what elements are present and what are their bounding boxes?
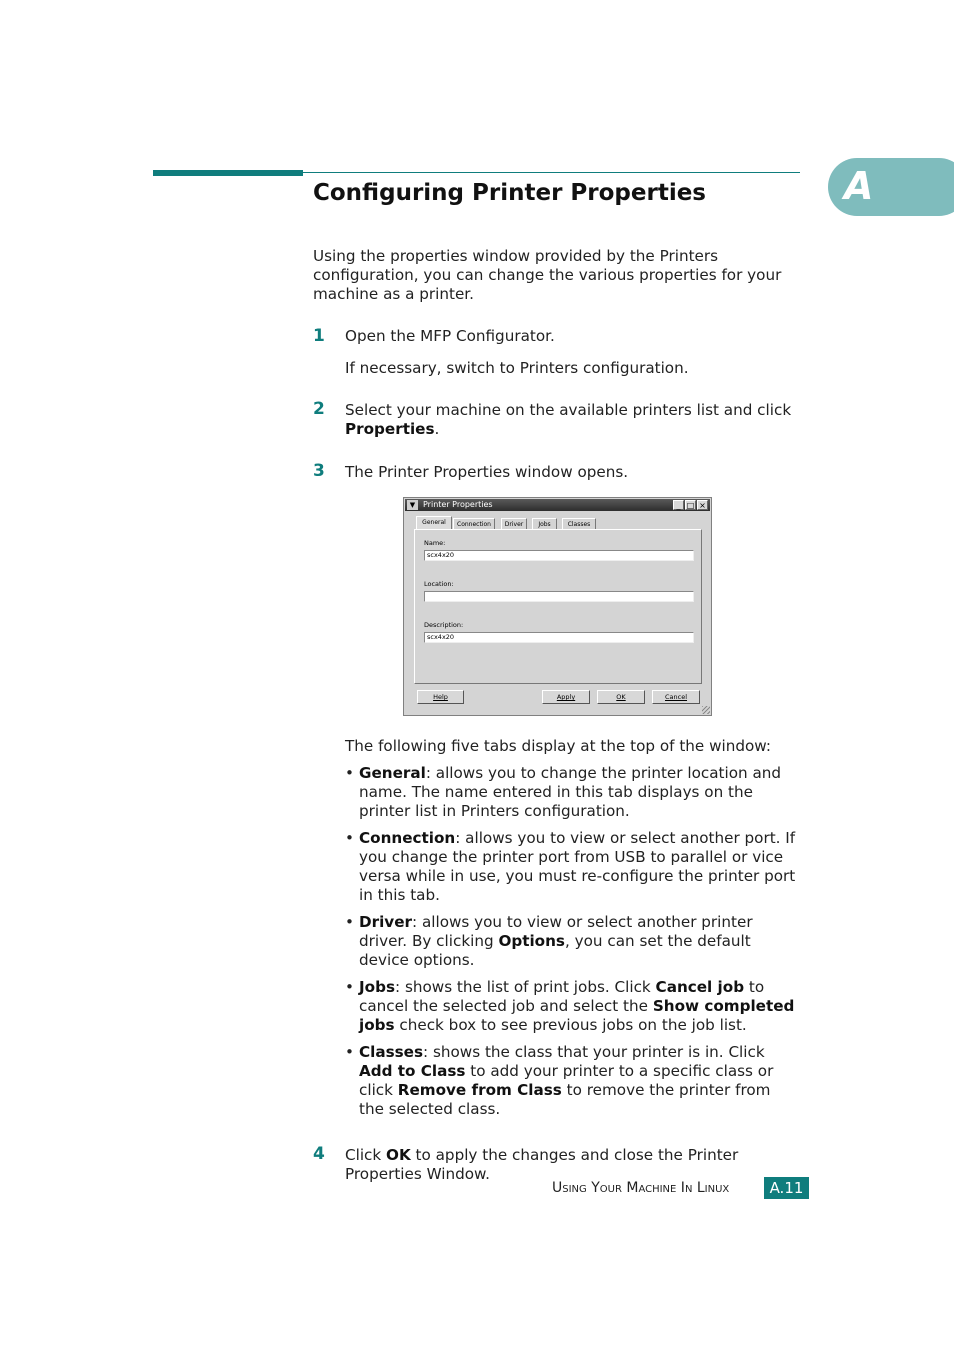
step-text: Open the MFP Configurator. (345, 327, 555, 345)
chapter-letter: A (844, 164, 874, 208)
window-title-bar (405, 499, 710, 511)
step-text: The Printer Properties window opens. (345, 463, 629, 481)
header-rule-thin (303, 172, 800, 173)
intro-paragraph: Using the properties window provided by the Printers configuration, you can change the various properties for your machine as a printer. (313, 247, 782, 303)
step-text: Select your machine on the available printers list and click Properties. (345, 401, 792, 438)
close-icon[interactable]: × (697, 500, 708, 510)
help-button[interactable]: Help (417, 690, 464, 704)
page-number: A.11 (764, 1177, 809, 1199)
chevron-down-icon[interactable]: ▼ (407, 500, 418, 510)
list-item: • Jobs: shows the list of print jobs. Click Cancel job to cancel the selected job and select the Show completed jobs check box to see previous jobs on the job list. (345, 978, 795, 1034)
ok-button[interactable]: OK (597, 690, 645, 704)
description-label: Description: (424, 621, 464, 629)
step-note: If necessary, switch to Printers configuration. (345, 359, 689, 377)
resize-grip-icon[interactable] (702, 706, 710, 714)
printer-properties-window (403, 497, 712, 716)
chapter-tab (828, 158, 954, 216)
list-item: • Driver: allows you to view or select another printer driver. By clicking Options, you can set the default device options. (345, 913, 753, 969)
tab-general[interactable]: General (416, 516, 452, 530)
list-item: • Classes: shows the class that your printer is in. Click Add to Class to add your printer to a specific class or click Remove from Class to remove the printer from the selected class. (345, 1043, 774, 1118)
tab-driver[interactable]: Driver (501, 518, 527, 529)
footer-section-title: Using Your Machine In Linux (552, 1180, 730, 1196)
minimize-icon[interactable]: _ (673, 500, 684, 510)
maximize-icon[interactable]: □ (686, 501, 695, 510)
page-title: Configuring Printer Properties (313, 180, 706, 206)
step-number: 3 (313, 461, 325, 481)
tab-classes[interactable]: Classes (562, 518, 596, 529)
location-label: Location: (424, 580, 454, 588)
description-field[interactable]: scx4x20 (424, 632, 694, 643)
step-number: 4 (313, 1144, 325, 1164)
window-title: Printer Properties (423, 500, 493, 509)
name-label: Name: (424, 539, 446, 547)
tab-description-list (345, 764, 800, 1127)
location-field[interactable] (424, 591, 694, 602)
general-tab-panel (414, 529, 702, 684)
step-number: 1 (313, 326, 325, 346)
tabs-intro: The following five tabs display at the top of the window: (345, 737, 771, 755)
step-number: 2 (313, 399, 325, 419)
list-item: • General: allows you to change the printer location and name. The name entered in this tab displays on the printer list in Printers configuration. (345, 764, 782, 820)
step-text: Click OK to apply the changes and close the Printer Properties Window. (345, 1146, 739, 1183)
name-field[interactable]: scx4x20 (424, 550, 694, 561)
tab-jobs[interactable]: Jobs (532, 518, 557, 529)
tab-connection[interactable]: Connection (453, 518, 495, 529)
apply-button[interactable]: Apply (542, 690, 590, 704)
header-rule-thick (153, 170, 303, 176)
list-item: • Connection: allows you to view or select another port. If you change the printer port from USB to parallel or vice versa while in use, you must re-configure the printer port in this tab. (345, 829, 796, 904)
cancel-button[interactable]: Cancel (652, 690, 700, 704)
